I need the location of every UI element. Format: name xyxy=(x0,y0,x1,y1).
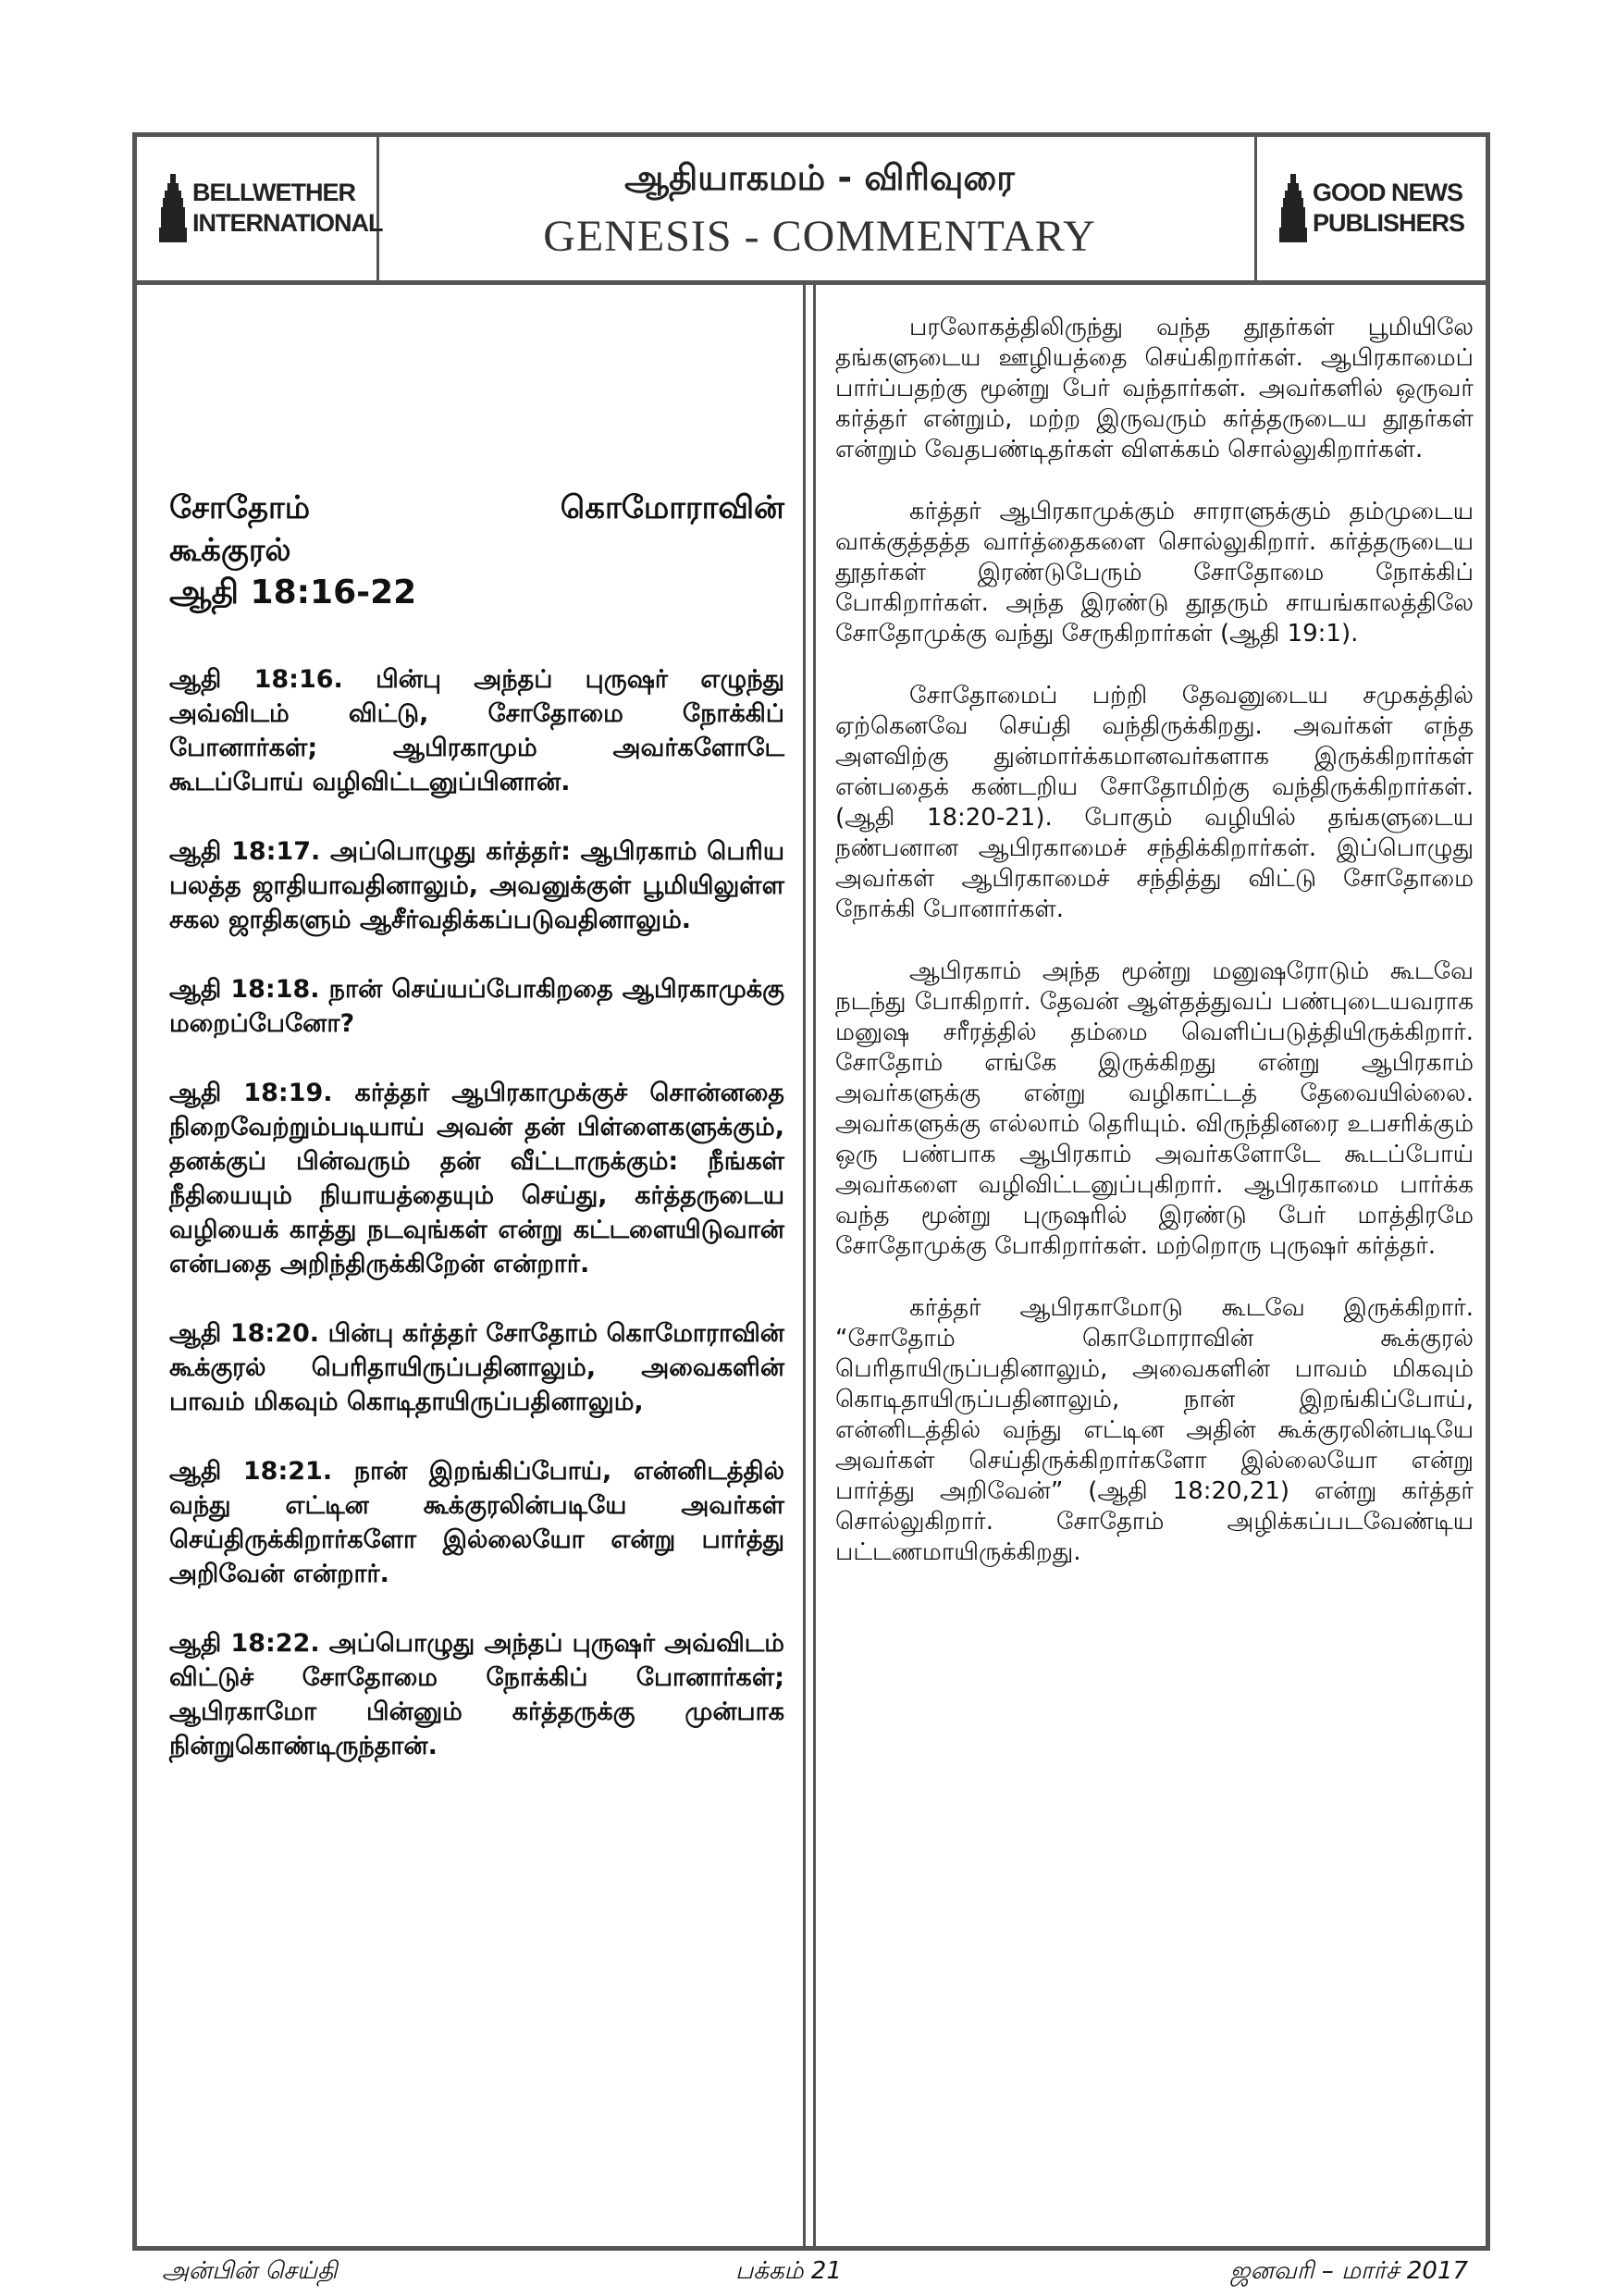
bellwether-logo-icon xyxy=(159,172,187,244)
heading-line-2: கூக்குரல் xyxy=(169,532,291,569)
verse-18-20: ஆதி 18:20. பின்பு கர்த்தர் சோதோம் கொமோராவின் கூக்குரல் பெரிதாயிருப்பதினாலும், அவைகளின் பாவம் மிகவும் கொடிதாயிருப்பதினாலும், xyxy=(169,1319,784,1416)
left-column xyxy=(169,285,784,1763)
logo-line-1: BELLWETHER xyxy=(192,179,355,206)
verse-18-19: ஆதி 18:19. கர்த்தர் ஆபிரகாமுக்குச் சொன்னதை நிறைவேற்றும்படியாய் அவன் தன் பிள்ளைகளுக்கும், தனக்குப் பின்வரும் தன் வீட்டாருக்கும்: நீங்கள் நீதியையும் நியாயத்தையும் செய்து, கர்த்தருடைய வழியைக் காத்து நடவுங்கள் என்று கட்டளையிடுவான் என்பதை அறிந்திருக்கிறேன் என்றார். xyxy=(169,1079,784,1278)
heading-word-1: சோதோம் xyxy=(169,489,311,526)
bellwether-logo xyxy=(159,172,382,244)
verse-18-21: ஆதி 18:21. நான் இறங்கிப்போய், என்னிடத்தில் வந்து எட்டின கூக்குரலின்படியே அவர்கள் செய்திருக்கிறார்களோ இல்லையோ என்று பார்த்து அறிவேன் என்றார். xyxy=(169,1457,784,1588)
column-divider xyxy=(803,280,816,2246)
verse-18-17: ஆதி 18:17. அப்பொழுது கர்த்தர்: ஆபிரகாம் பெரிய பலத்த ஜாதியாவதினாலும், அவனுக்குள் பூமியிலுள்ள சகல ஜாதிகளும் ஆசீர்வதிக்கப்படுவதினாலும். xyxy=(169,837,784,934)
verse-18-18: ஆதி 18:18. நான் செய்யப்போகிறதை ஆபிரகாமுக்கு மறைப்பேனோ? xyxy=(169,975,784,1038)
title-cell xyxy=(379,137,1260,280)
title-tamil: ஆதியாகமம் - விரிவுரை xyxy=(624,157,1015,198)
verse-18-22: ஆதி 18:22. அப்பொழுது அந்தப் புருஷர் அவ்விடம் விட்டுச் சோதோமை நோக்கிப் போனார்கள்; ஆபிரகாமோ பின்னும் கர்த்தருக்கு முன்பாக நின்றுகொண்டிருந்தான். xyxy=(169,1629,784,1760)
section-heading xyxy=(169,487,784,614)
logo-line-2: PUBLISHERS xyxy=(1313,209,1465,237)
page-frame xyxy=(132,132,1490,2251)
page-footer xyxy=(162,2257,1468,2294)
page-header xyxy=(137,137,1486,285)
heading-word-2: கொமோராவின் xyxy=(560,489,784,526)
left-logo-cell xyxy=(137,137,383,280)
commentary-paragraph: சோதோமைப் பற்றி தேவனுடைய சமுகத்தில் ஏற்கெனவே செய்தி வந்திருக்கிறது. அவர்கள் எந்த அளவிற்கு துன்மார்க்கமானவர்களாக இருக்கிறார்கள் என்பதைக் கண்டறிய சோதோமிற்கு வந்திருக்கிறார்கள். (ஆதி 18:20-21). போகும் வழியில் தங்களுடைய நண்பனான ஆபிரகாமைச் சந்திக்கிறார்கள். இப்பொழுது அவர்கள் ஆபிரகாமைச் சந்தித்து விட்டு சோதோமை நோக்கி போனார்கள். xyxy=(835,682,1474,923)
footer-magazine-name: அன்பின் செய்தி xyxy=(162,2257,338,2285)
verse-18-16: ஆதி 18:16. பின்பு அந்தப் புருஷர் எழுந்து அவ்விடம் விட்டு, சோதோமை நோக்கிப் போனார்கள்; ஆபிரகாமும் அவர்களோடே கூடப்போய் வழிவிட்டனுப்பினான். xyxy=(169,665,784,796)
commentary-paragraph: கர்த்தர் ஆபிரகாமோடு கூடவே இருக்கிறார். “சோதோம் கொமோராவின் கூக்குரல் பெரிதாயிருப்பதினாலும், அவைகளின் பாவம் மிகவும் கொடிதாயிருப்பதினாலும், நான் இறங்கிப்போய், என்னிடத்தில் வந்து எட்டின அதின் கூக்குரலின்படியே அவர்கள் செய்திருக்கிறார்களோ இல்லையோ என்று பார்த்து அறிவேன்” (ஆதி 18:20,21) என்று கர்த்தர் சொல்லுகிறார். சோதோம் அழிக்கப்படவேண்டிய பட்டணமாயிருக்கிறது. xyxy=(835,1294,1474,1566)
goodnews-logo-icon xyxy=(1279,172,1307,244)
heading-reference: ஆதி 18:16-22 xyxy=(169,574,417,611)
commentary-paragraph: ஆபிரகாம் அந்த மூன்று மனுஷரோடும் கூடவே நடந்து போகிறார். தேவன் ஆள்தத்துவப் பண்புடையவராக மனுஷ சரீரத்தில் தம்மை வெளிப்படுத்தியிருக்கிறார். சோதோம் எங்கே இருக்கிறது என்று ஆபிரகாம் அவர்களுக்கு என்று வழிகாட்டத் தேவையில்லை. அவர்களுக்கு எல்லாம் தெரியும். விருந்தினரை உபசரிக்கும் ஒரு பண்பாக ஆபிரகாம் அவர்களோடே கூடப்போய் அவர்களை வழிவிட்டனுப்புகிறார். ஆபிரகாமை பார்க்க வந்த மூன்று புருஷரில் இரண்டு பேர் மாத்திரமே சோதோமுக்கு போகிறார்கள். மற்றொரு புருஷர் கர்த்தர். xyxy=(835,957,1474,1260)
footer-page-number: பக்கம் 21 xyxy=(735,2257,842,2285)
right-logo-cell xyxy=(1254,137,1486,280)
commentary-paragraph: பரலோகத்திலிருந்து வந்த தூதர்கள் பூமியிலே தங்களுடைய ஊழியத்தை செய்கிறார்கள். ஆபிரகாமைப் பார்ப்பதற்கு மூன்று பேர் வந்தார்கள். அவர்களில் ஒருவர் கர்த்தர் என்றும், மற்ற இருவரும் கர்த்தருடைய தூதர்கள் என்றும் வேதபண்டிதர்கள் விளக்கம் சொல்லுகிறார்கள். xyxy=(835,314,1474,463)
logo-line-2: INTERNATIONAL xyxy=(192,209,383,237)
title-english: GENESIS - COMMENTARY xyxy=(543,212,1096,261)
footer-issue-date: ஜனவரி – மார்ச் 2017 xyxy=(1230,2257,1468,2285)
goodnews-logo xyxy=(1279,172,1464,244)
commentary-paragraph: கர்த்தர் ஆபிரகாமுக்கும் சாராளுக்கும் தம்முடைய வாக்குத்தத்த வார்த்தைகளை சொல்லுகிறார். கர்த்தருடைய தூதர்கள் இரண்டுபேரும் சோதோமை நோக்கிப் போகிறார்கள். அந்த இரண்டு தூதரும் சாயங்காலத்திலே சோதோமுக்கு வந்து சேருகிறார்கள் (ஆதி 19:1). xyxy=(835,498,1474,648)
right-column xyxy=(835,313,1474,1599)
logo-line-1: GOOD NEWS xyxy=(1313,179,1463,206)
